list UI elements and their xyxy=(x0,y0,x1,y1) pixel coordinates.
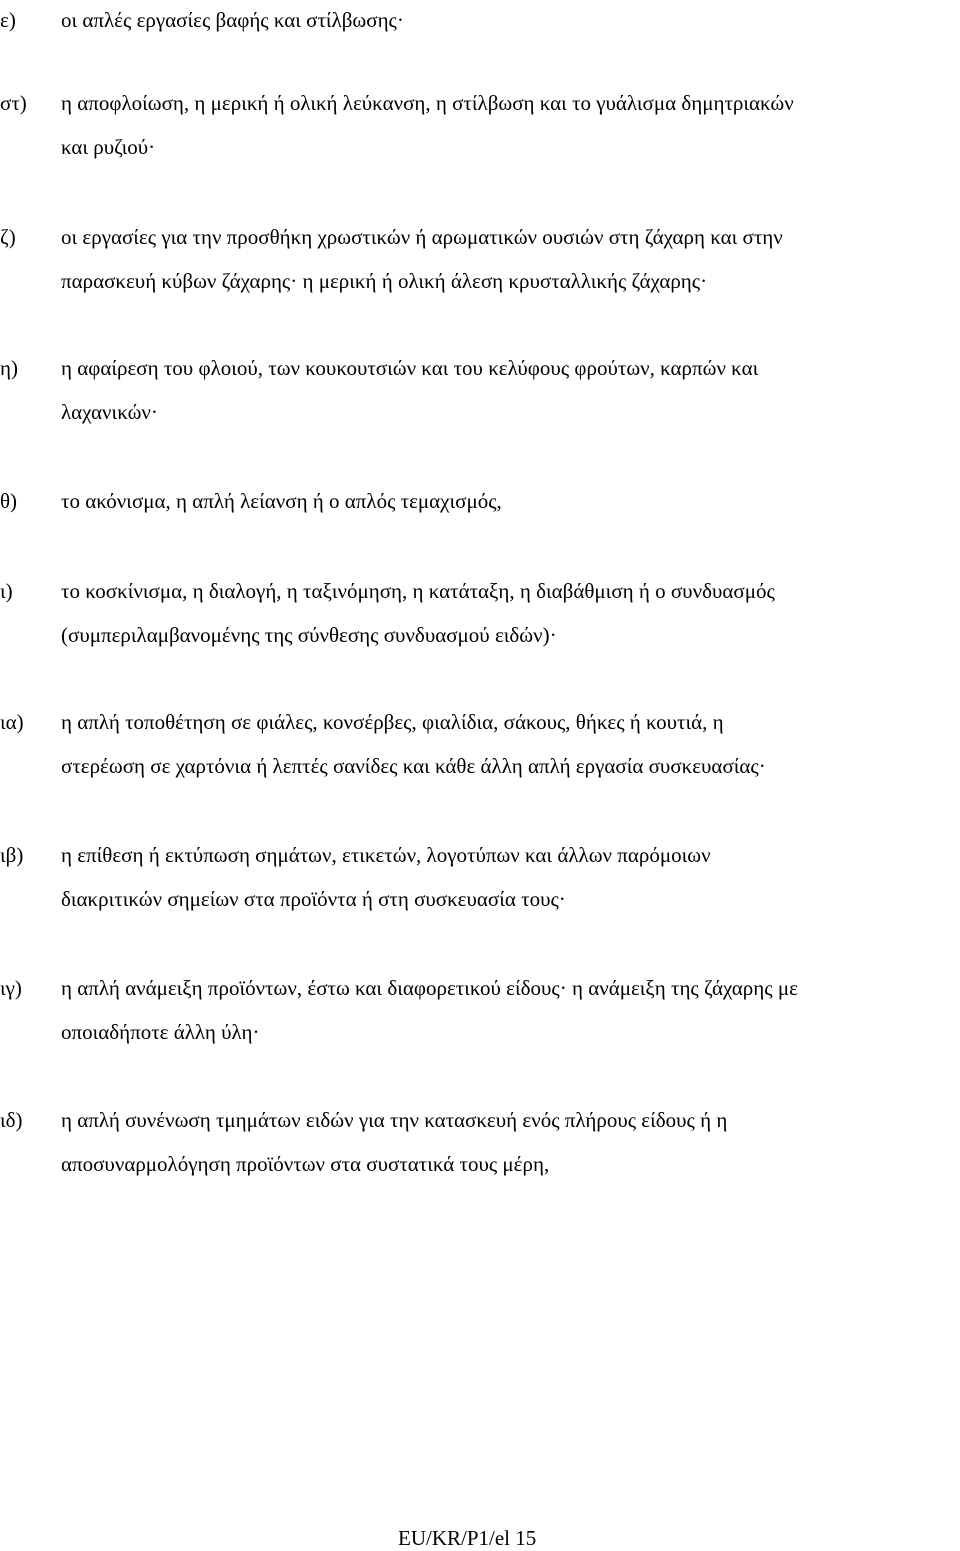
item-text-line: διακριτικών σημείων στα προϊόντα ή στη συσκευασία τους· xyxy=(61,887,566,911)
item-label: ιγ) xyxy=(0,976,22,1000)
item-label: η) xyxy=(0,356,18,380)
item-text-line: λαχανικών· xyxy=(61,400,158,424)
item-text-line: παρασκευή κύβων ζάχαρης· η μερική ή ολική άλεση κρυσταλλικής ζάχαρης· xyxy=(61,269,708,293)
item-text-line: οι απλές εργασίες βαφής και στίλβωσης· xyxy=(61,8,404,32)
item-text-line: η απλή ανάμειξη προϊόντων, έστω και διαφορετικού είδους· η ανάμειξη της ζάχαρης με xyxy=(61,976,798,1000)
item-text-line: (συμπεριλαμβανομένης της σύνθεσης συνδυασμού ειδών)· xyxy=(61,623,557,647)
item-label: ε) xyxy=(0,8,16,32)
item-text-line: το ακόνισμα, η απλή λείανση ή ο απλός τεμαχισμός, xyxy=(61,489,502,513)
item-label: ια) xyxy=(0,710,24,734)
item-text-line: στερέωση σε χαρτόνια ή λεπτές σανίδες και κάθε άλλη απλή εργασία συσκευασίας· xyxy=(61,754,766,778)
item-label: ζ) xyxy=(0,225,16,249)
item-text-line: η απλή τοποθέτηση σε φιάλες, κονσέρβες, φιαλίδια, σάκους, θήκες ή κουτιά, η xyxy=(61,710,724,734)
item-text-line: η επίθεση ή εκτύπωση σημάτων, ετικετών, λογοτύπων και άλλων παρόμοιων xyxy=(61,843,711,867)
item-text-line: η αποφλοίωση, η μερική ή ολική λεύκανση, η στίλβωση και το γυάλισμα δημητριακών xyxy=(61,91,794,115)
item-text-line: η απλή συνένωση τμημάτων ειδών για την κατασκευή ενός πλήρους είδους ή η xyxy=(61,1108,728,1132)
item-label: ιδ) xyxy=(0,1108,23,1132)
item-text-line: η αφαίρεση του φλοιού, των κουκουτσιών και του κελύφους φρούτων, καρπών και xyxy=(61,356,759,380)
item-text-line: και ρυζιού· xyxy=(61,135,156,159)
item-text-line: οποιαδήποτε άλλη ύλη· xyxy=(61,1020,260,1044)
item-label: στ) xyxy=(0,91,27,115)
item-label: ιβ) xyxy=(0,843,24,867)
item-text-line: το κοσκίνισμα, η διαλογή, η ταξινόμηση, η κατάταξη, η διαβάθμιση ή ο συνδυασμός xyxy=(61,579,775,603)
item-label: ι) xyxy=(0,579,13,603)
item-text-line: αποσυναρμολόγηση προϊόντων στα συστατικά τους μέρη, xyxy=(61,1152,550,1176)
page-footer: EU/KR/P1/el 15 xyxy=(398,1526,537,1550)
item-text-line: οι εργασίες για την προσθήκη χρωστικών ή αρωματικών ουσιών στη ζάχαρη και στην xyxy=(61,225,783,249)
item-label: θ) xyxy=(0,489,18,513)
